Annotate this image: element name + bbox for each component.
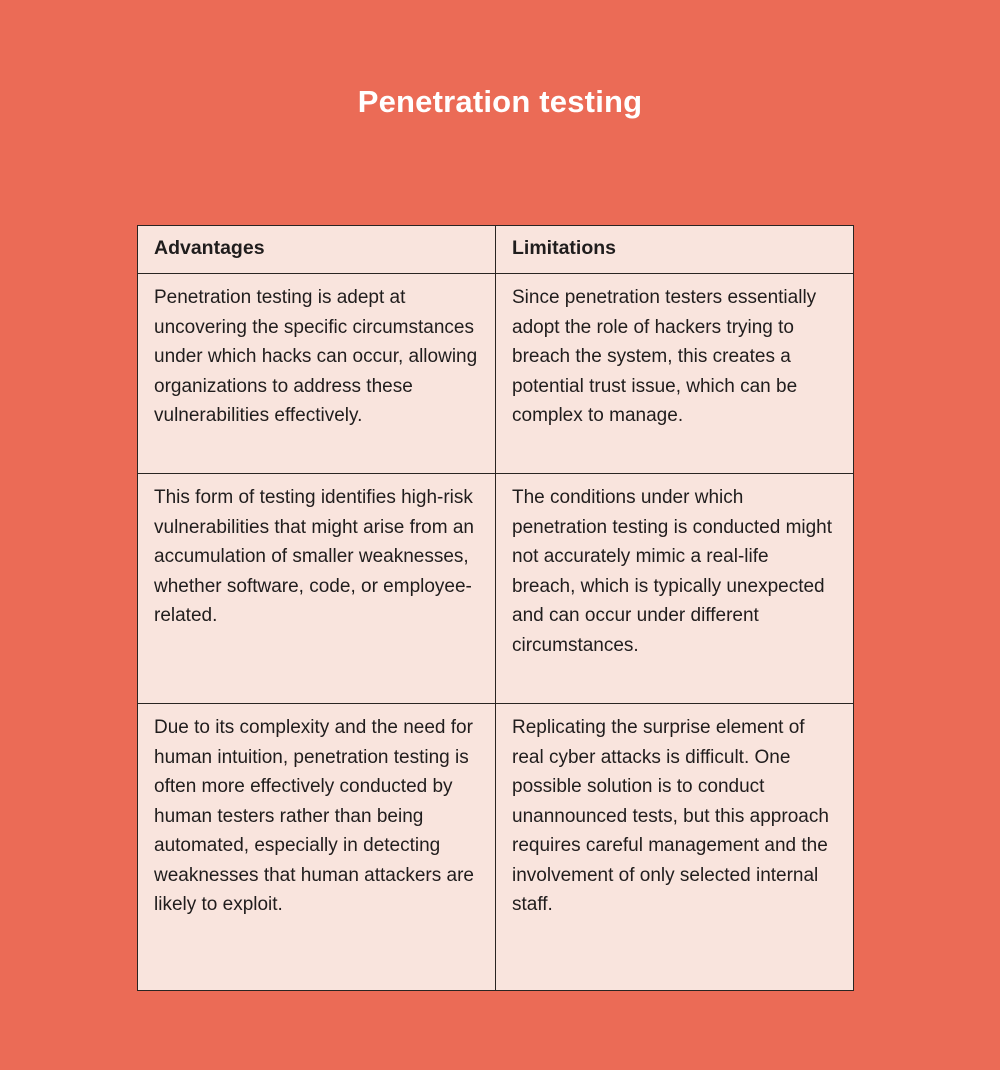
advantage-cell: This form of testing identifies high-risk vulnerabilities that might arise from an accumulation of smaller weaknesses, whether software, code, or employee-related.	[138, 474, 496, 704]
column-header-advantages: Advantages	[138, 226, 496, 274]
limitation-cell: The conditions under which penetration testing is conducted might not accurately mimic a real-life breach, which is typically unexpected and can occur under different circumstances.	[496, 474, 854, 704]
page-title: Penetration testing	[357, 84, 643, 119]
table-row	[138, 474, 854, 704]
limitation-cell: Replicating the surprise element of real cyber attacks is difficult. One possible solution is to conduct unannounced tests, but this approach requires careful management and the involvement of only selected internal staff.	[496, 704, 854, 991]
limitation-cell: Since penetration testers essentially adopt the role of hackers trying to breach the system, this creates a potential trust issue, which can be complex to manage.	[496, 274, 854, 474]
advantage-cell: Penetration testing is adept at uncovering the specific circumstances under which hacks can occur, allowing organizations to address these vulnerabilities effectively.	[138, 274, 496, 474]
table-row	[138, 704, 854, 991]
advantage-cell: Due to its complexity and the need for human intuition, penetration testing is often more effectively conducted by human testers rather than being automated, especially in detecting weaknesses that human attackers are likely to exploit.	[138, 704, 496, 991]
table-header-row	[138, 226, 854, 274]
column-header-limitations: Limitations	[496, 226, 854, 274]
table-row	[138, 274, 854, 474]
comparison-table	[137, 225, 854, 991]
